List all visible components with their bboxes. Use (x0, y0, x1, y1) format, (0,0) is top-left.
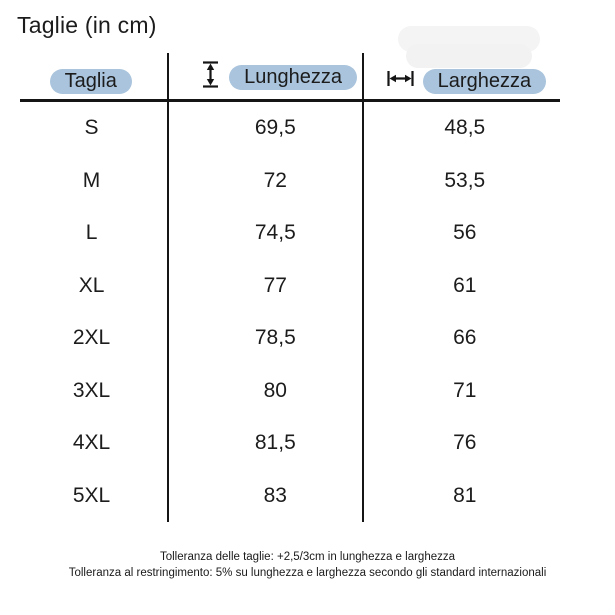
length-cell: 83 (263, 483, 287, 507)
width-cell: 71 (453, 378, 477, 402)
size-header-label: Taglia (50, 69, 132, 94)
size-cell: 4XL (72, 431, 111, 455)
table-row (20, 365, 560, 418)
size-cell: XL (78, 273, 105, 297)
width-cell: 48,5 (444, 116, 486, 140)
table-row (20, 312, 560, 365)
tolerance-note-line2: Tolleranza al restringimento: 5% su lunghezza e larghezza secondo gli standard internazionali (68, 567, 547, 579)
size-cell: L (85, 221, 98, 245)
table-row (20, 260, 560, 313)
page-title: Taglie (in cm) (17, 12, 157, 38)
size-table (20, 53, 560, 522)
header-length (185, 60, 371, 99)
width-cell: 81 (453, 483, 477, 507)
length-cell: 74,5 (254, 221, 296, 245)
header-size (20, 69, 185, 99)
length-header-label: Lunghezza (229, 65, 357, 90)
length-cell: 81,5 (254, 431, 296, 455)
size-cell: 2XL (72, 326, 111, 350)
table-header-row (20, 53, 560, 99)
length-cell: 77 (263, 273, 287, 297)
horizontal-measure-arrow-icon (386, 68, 415, 94)
vertical-measure-arrow-icon (200, 60, 221, 94)
width-cell: 66 (453, 326, 477, 350)
table-row (20, 470, 560, 523)
width-header-label: Larghezza (423, 69, 546, 94)
length-cell: 69,5 (254, 116, 296, 140)
width-cell: 61 (453, 273, 477, 297)
table-row (20, 207, 560, 260)
size-cell: M (82, 168, 101, 192)
length-cell: 78,5 (254, 326, 296, 350)
tolerance-notes (0, 549, 615, 581)
table-row (20, 417, 560, 470)
length-cell: 80 (263, 378, 287, 402)
size-cell: S (84, 116, 99, 140)
size-cell: 3XL (72, 378, 111, 402)
header-width (372, 68, 560, 99)
length-cell: 72 (263, 168, 287, 192)
size-cell: 5XL (72, 483, 111, 507)
table-row (20, 102, 560, 155)
table-row (20, 155, 560, 208)
table-body (20, 102, 560, 522)
width-cell: 53,5 (444, 168, 486, 192)
width-cell: 56 (453, 221, 477, 245)
width-cell: 76 (453, 431, 477, 455)
tolerance-note-line1: Tolleranza delle taglie: +2,5/3cm in lunghezza e larghezza (159, 551, 456, 563)
